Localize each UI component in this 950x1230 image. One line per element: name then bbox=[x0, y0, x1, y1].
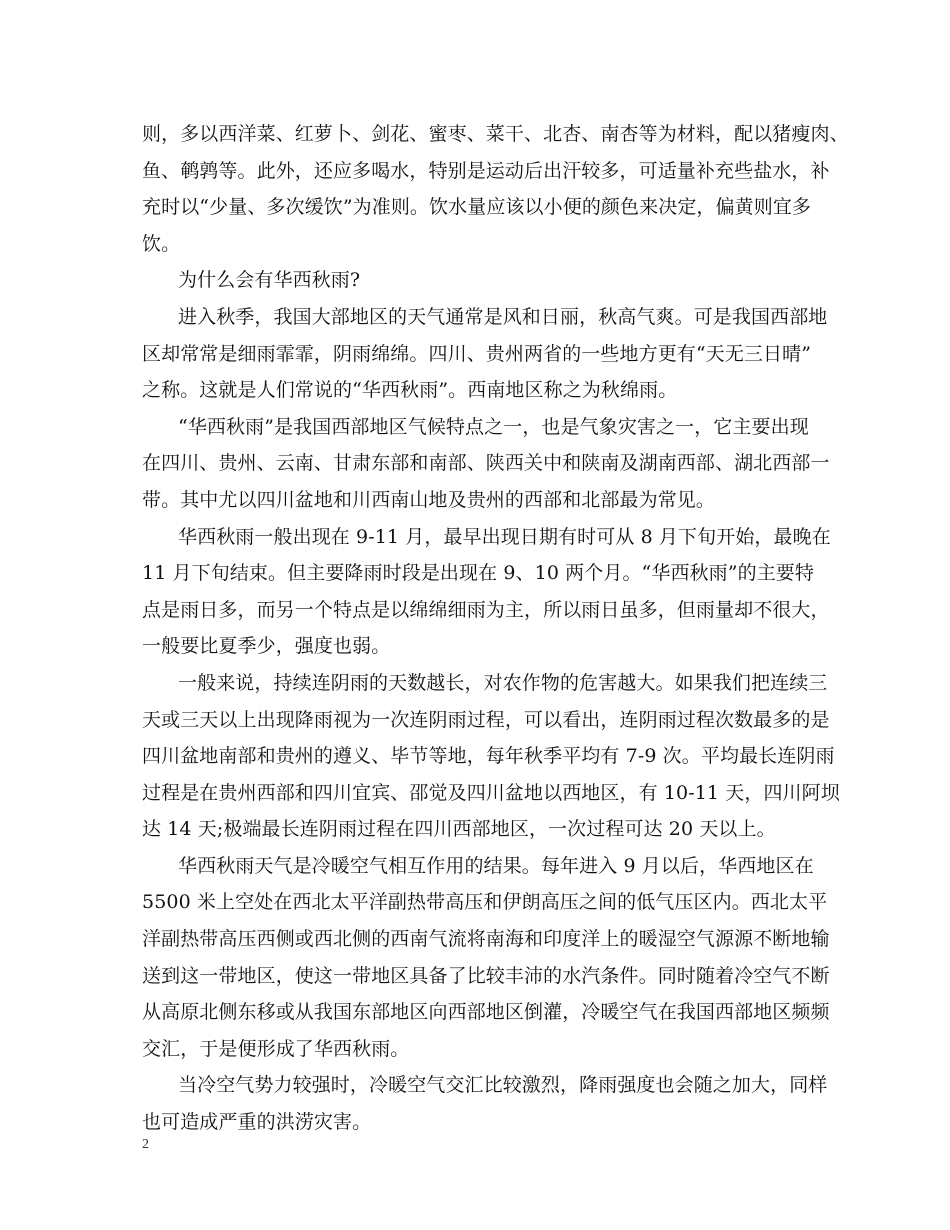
text-line: 也可造成严重的洪涝灾害。 bbox=[142, 1111, 372, 1134]
text-line: 在四川、贵州、云南、甘肃东部和南部、陕西关中和陕南及湖南西部、湖北西部一 bbox=[142, 452, 830, 475]
text-line: 送到这一带地区，使这一带地区具备了比较丰沛的水汽条件。同时随着冷空气不断 bbox=[142, 964, 830, 987]
page-number: 2 bbox=[142, 1137, 149, 1152]
text-line: 进入秋季，我国大部地区的天气通常是风和日丽，秋高气爽。可是我国西部地 bbox=[178, 305, 828, 328]
text-line: 带。其中尤以四川盆地和川西南山地及贵州的西部和北部最为常见。 bbox=[142, 488, 716, 511]
text-line: 四川盆地南部和贵州的遵义、毕节等地，每年秋季平均有 7-9 次。平均最长连阴雨 bbox=[142, 745, 835, 768]
document-body bbox=[142, 116, 849, 1141]
text-line: 一般要比夏季少，强度也弱。 bbox=[142, 635, 391, 658]
text-line: “华西秋雨”是我国西部地区气候特点之一，也是气象灾害之一，它主要出现 bbox=[178, 415, 809, 438]
text-line: 点是雨日多，而另一个特点是以绵绵细雨为主，所以雨日虽多，但雨量却不很大， bbox=[142, 598, 830, 621]
text-line: 鱼、鹌鹑等。此外，还应多喝水，特别是运动后出汗较多，可适量补充些盐水，补 bbox=[142, 159, 830, 182]
text-line: 充时以“少量、多次缓饮”为准则。饮水量应该以小便的颜色来决定，偏黄则宜多 bbox=[142, 196, 812, 219]
text-line: 之称。这就是人们常说的“华西秋雨”。西南地区称之为秋绵雨。 bbox=[142, 379, 678, 402]
text-line: 一般来说，持续连阴雨的天数越长，对农作物的危害越大。如果我们把连续三 bbox=[178, 671, 828, 694]
text-line: 饮。 bbox=[142, 232, 181, 255]
text-line: 从高原北侧东移或从我国东部地区向西部地区倒灌，冷暖空气在我国西部地区频频 bbox=[142, 1001, 830, 1024]
text-line: 5500 米上空处在西北太平洋副热带高压和伊朗高压之间的低气压区内。西北太平 bbox=[142, 891, 828, 914]
text-line: 华西秋雨一般出现在 9-11 月，最早出现日期有时可从 8 月下旬开始，最晚在 bbox=[178, 525, 831, 548]
text-line: 达 14 天;极端最长连阴雨过程在四川西部地区，一次过程可达 20 天以上。 bbox=[142, 818, 776, 841]
text-line: 交汇，于是便形成了华西秋雨。 bbox=[142, 1037, 410, 1060]
text-line: 洋副热带高压西侧或西北侧的西南气流将南海和印度洋上的暖湿空气源源不断地输 bbox=[142, 928, 830, 951]
section-heading: 为什么会有华西秋雨? bbox=[178, 269, 361, 292]
text-line: 华西秋雨天气是冷暖空气相互作用的结果。每年进入 9 月以后，华西地区在 bbox=[178, 854, 814, 877]
text-line: 当冷空气势力较强时，冷暖空气交汇比较激烈，降雨强度也会随之加大，同样 bbox=[178, 1074, 828, 1097]
text-line: 区却常常是细雨霏霏，阴雨绵绵。四川、贵州两省的一些地方更有“天无三日晴” bbox=[142, 342, 812, 365]
text-line: 则，多以西洋菜、红萝卜、剑花、蜜枣、菜干、北杏、南杏等为材料，配以猪瘦肉、 bbox=[142, 123, 849, 145]
text-line: 过程是在贵州西部和四川宜宾、邵觉及四川盆地以西地区，有 10-11 天，四川阿坝 bbox=[142, 781, 840, 804]
text-line: 天或三天以上出现降雨视为一次连阴雨过程，可以看出，连阴雨过程次数最多的是 bbox=[142, 708, 830, 731]
text-line: 11 月下旬结束。但主要降雨时段是出现在 9、10 两个月。“华西秋雨”的主要特 bbox=[142, 562, 814, 585]
